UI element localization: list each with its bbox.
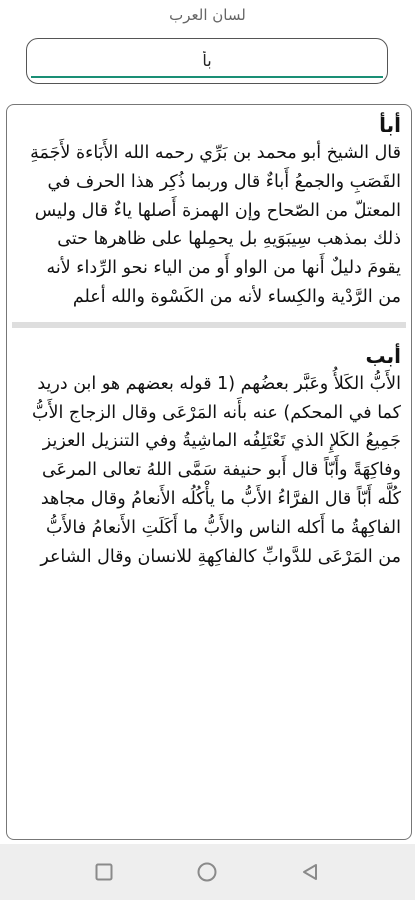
search-box[interactable] bbox=[26, 38, 388, 84]
entry-title: أبأ bbox=[379, 113, 401, 137]
home-button[interactable] bbox=[193, 858, 221, 886]
entry-title: أبب bbox=[365, 343, 401, 368]
entry-divider bbox=[12, 322, 406, 328]
back-button[interactable] bbox=[296, 858, 324, 886]
entry-body: الأَبُّ الكَلأُ وعَبَّر بعضُهم (1 قوله بعضهم هو ابن دريد كما في المحكم) عنه بأَنه المَرْعَى وقال الزجاج الأَبُّ جَمِيعُ الكَلإِ الذي تَعْتَلِفُه الماشِيةُ وفي التنزيل العزيز وفاكِهَةً وأَبّاً قال أَبو حنيفة سَمَّى اللهُ تعالى المرعَى كُلَّه أَبّاً قال الفرَّاءُ الأَبُّ ما يأْكُلُه الأَنعامُ وقال مجاهد الفاكِهةُ ما أَكله الناس والأَبُّ ما أَكَلَتِ الأَنعامُ فالأَبُّ من المَرْعَى للدَّوابِّ كالفاكِهةِ للانسان وقال الشاعر bbox=[31, 373, 401, 567]
entry bbox=[7, 105, 411, 318]
square-icon bbox=[94, 862, 114, 882]
app-title: لسان العرب bbox=[169, 6, 246, 24]
navigation-bar bbox=[0, 844, 415, 900]
circle-icon bbox=[196, 861, 218, 883]
results-panel[interactable] bbox=[6, 104, 412, 840]
search-input[interactable] bbox=[39, 45, 375, 75]
triangle-icon bbox=[300, 862, 320, 882]
recent-apps-button[interactable] bbox=[90, 858, 118, 886]
search-underline bbox=[31, 76, 383, 78]
entry bbox=[7, 332, 411, 578]
entry-body: قال الشيخ أبو محمد بن بَرِّي رحمه الله الأَبَاءة لأَجَمَةِ القَصَبِ والجمعُ أَباءٌ قال وربما ذُكِر هذا الحرف في المعتلّ من الصّحاح وإن الهمزة أَصلها ياءٌ قال وليس ذلك بمذهب سِيبَوَيهِ بل يحمِلها على ظاهرها حتى يقومَ دليلٌ أَنها من الواو أَو من الياء نحو الرِّداء لأنه من الرَّدْية والكِساء لأنه من الكَسْوة والله أعلم bbox=[30, 143, 401, 307]
